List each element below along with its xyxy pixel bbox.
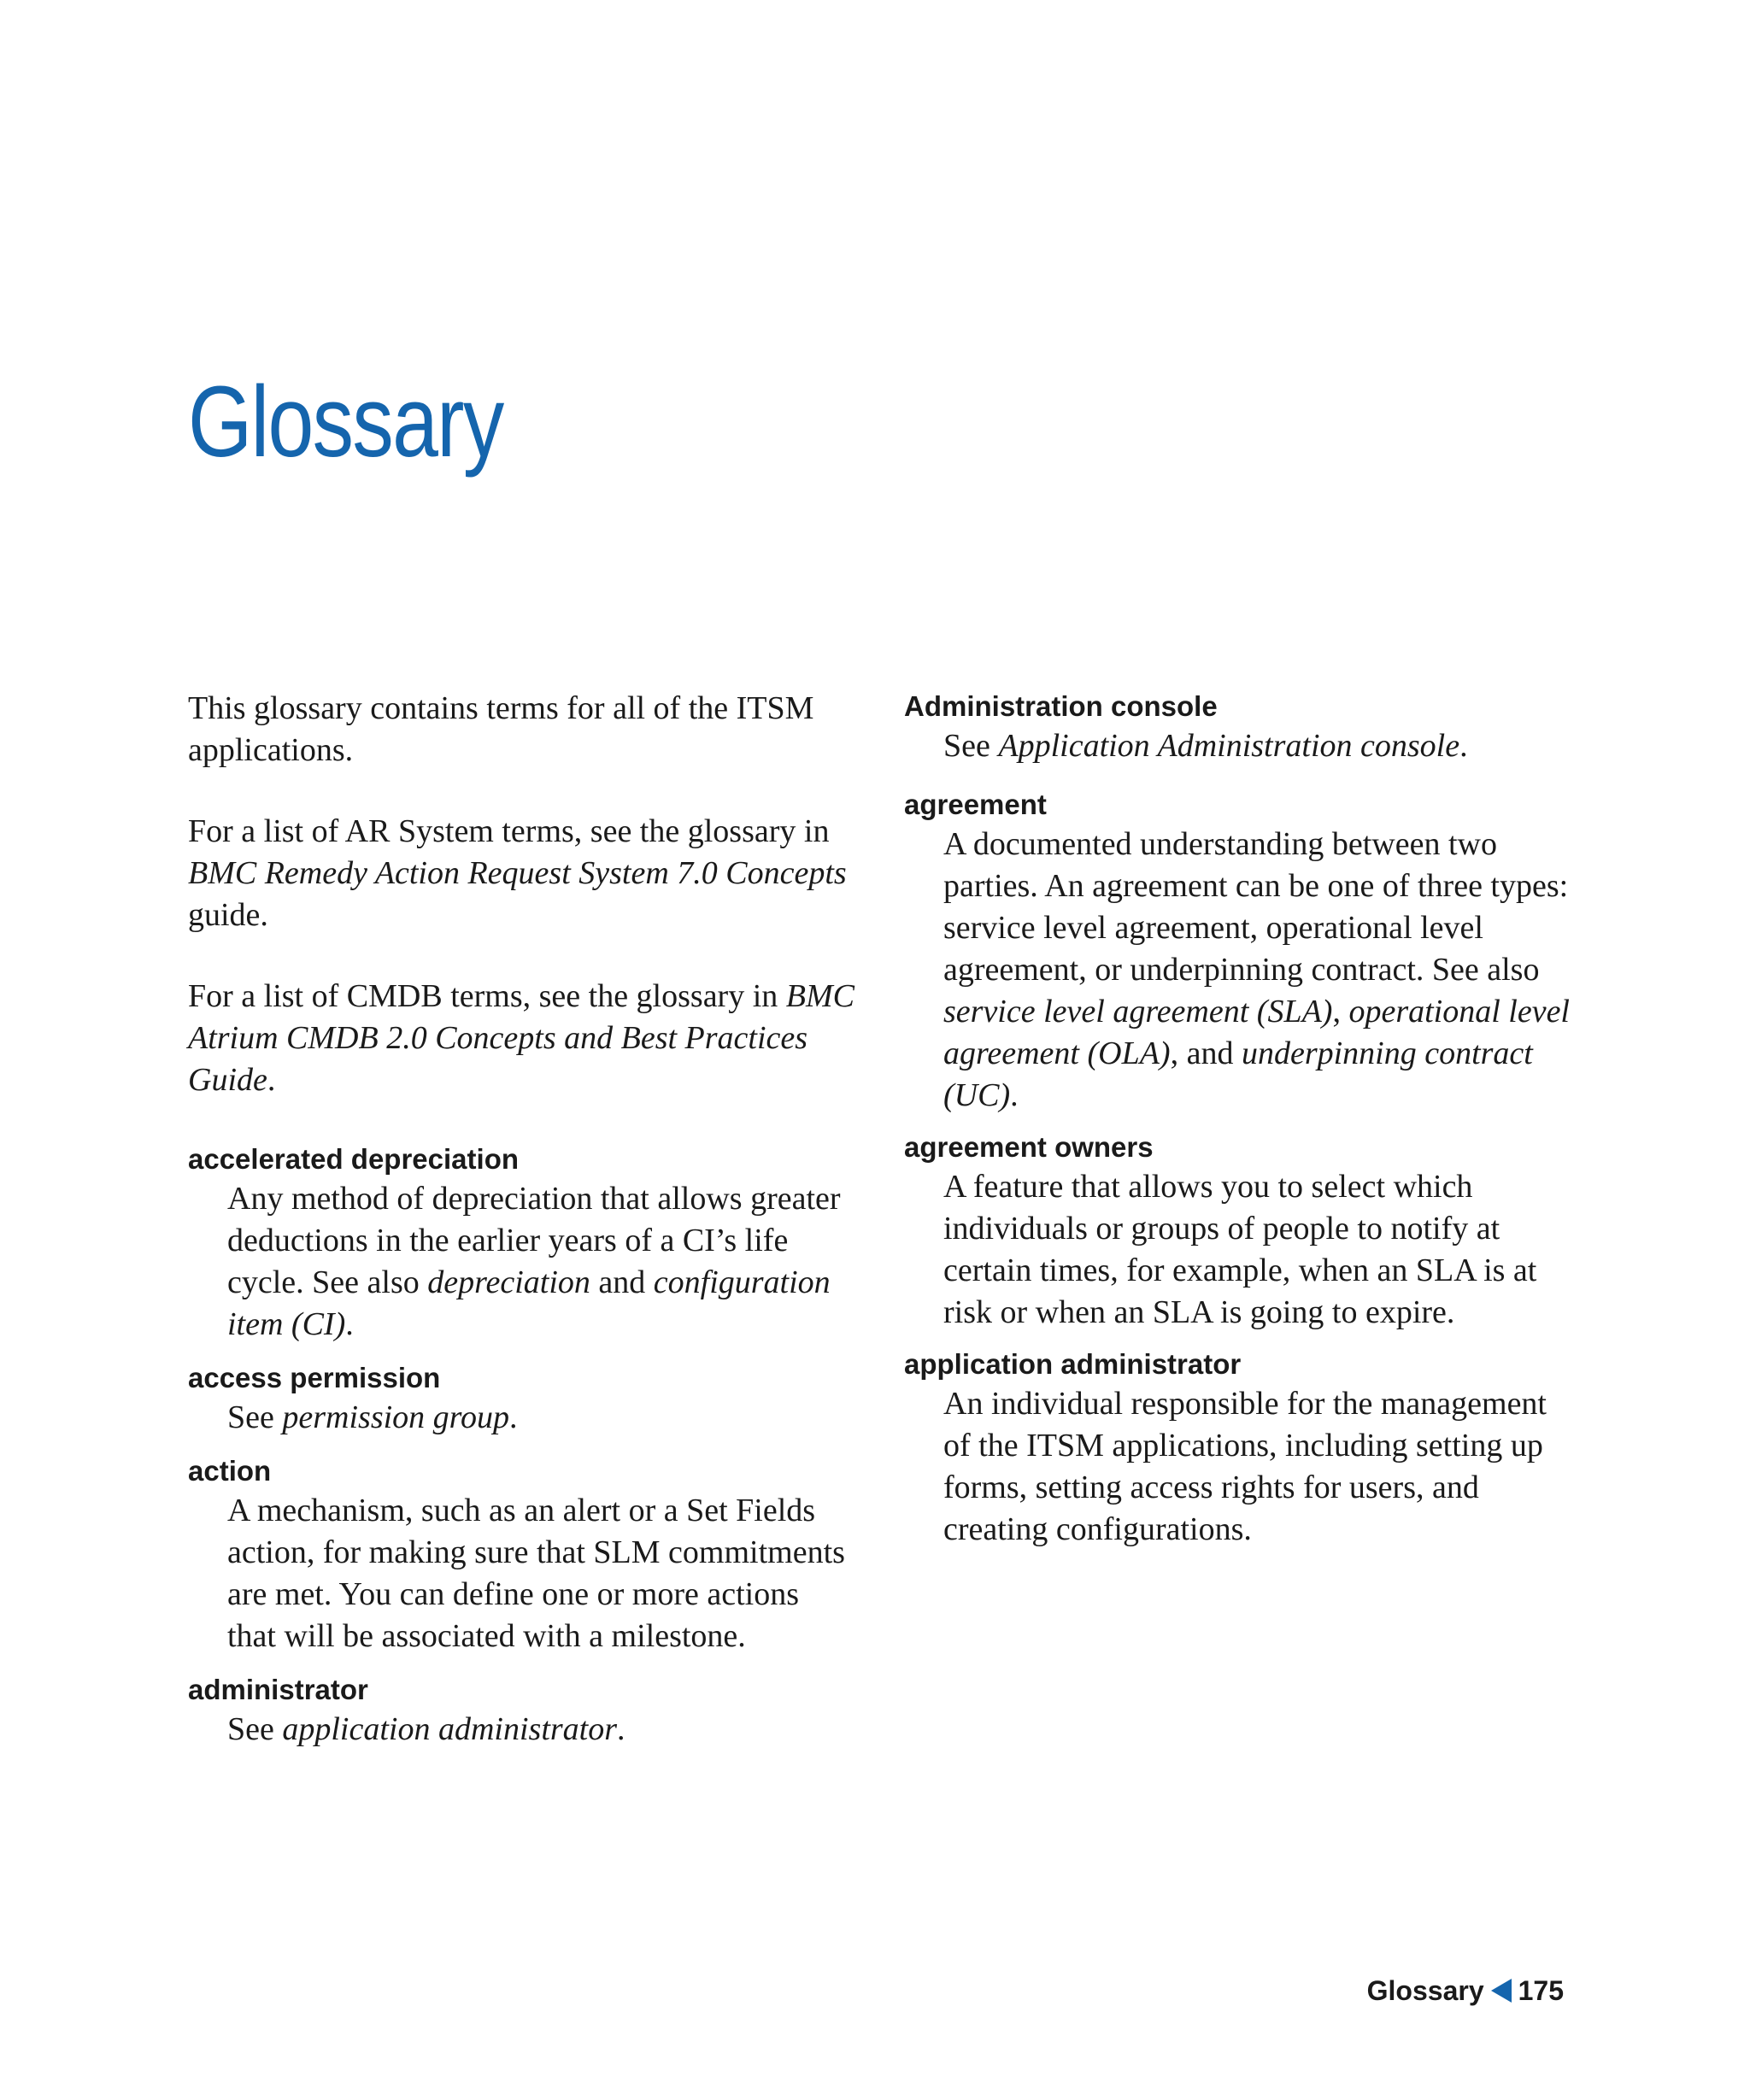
glossary-definition [188, 1709, 854, 1751]
intro-paragraph-2 [188, 811, 854, 936]
cross-reference-configuration-item: configuration item (CI) [227, 1264, 831, 1342]
glossary-term: Administration console [904, 690, 1218, 722]
intro-paragraph-1: This glossary contains terms for all of the ITSM applications. [188, 690, 814, 768]
glossary-term: agreement owners [904, 1131, 1154, 1163]
glossary-entry-agreement [904, 786, 1571, 1117]
intro-paragraph-3 [188, 976, 854, 1101]
definition-text: , and [1170, 1035, 1242, 1071]
glossary-term: application administrator [904, 1348, 1242, 1380]
intro-p3-text-b: . [267, 1062, 276, 1098]
cross-reference-permission-group: permission group [282, 1399, 510, 1435]
cross-reference-uc: underpinning contract (UC) [943, 1035, 1533, 1113]
glossary-term: agreement [904, 789, 1047, 820]
page-footer [1367, 1974, 1564, 2008]
glossary-entry-administrator [188, 1671, 854, 1751]
triangle-left-icon [1491, 1979, 1512, 2003]
intro-p2-text-b: guide. [188, 897, 268, 933]
intro-p2-book-title: BMC Remedy Action Request System 7.0 Concepts [188, 855, 847, 891]
footer-section-name: Glossary [1366, 1975, 1484, 2006]
left-column [188, 688, 854, 1764]
definition-text: , [1332, 994, 1349, 1029]
glossary-entry-agreement-owners [904, 1129, 1571, 1334]
glossary-definition [188, 1178, 854, 1346]
definition-text: and [590, 1264, 654, 1300]
glossary-definition [904, 824, 1571, 1117]
cross-reference-application-administrator: application administrator [282, 1711, 618, 1747]
definition-text: See [227, 1711, 283, 1747]
glossary-definition: A mechanism, such as an alert or a Set Fields action, for making sure that SLM commitments are met. You can define one or more actions that will be associated with a milestone. [227, 1493, 845, 1654]
page-number: 175 [1518, 1975, 1564, 2006]
glossary-entry-application-administrator [904, 1346, 1571, 1551]
intro-p2-text-a: For a list of AR System terms, see the glossary in [188, 813, 830, 849]
glossary-entry-action [188, 1452, 854, 1657]
cross-reference-depreciation: depreciation [427, 1264, 590, 1300]
cross-reference-sla: service level agreement (SLA) [943, 994, 1333, 1029]
definition-text: . [345, 1306, 354, 1342]
glossary-entry-administration-console [904, 688, 1571, 767]
glossary-definition: A feature that allows you to select which individuals or groups of people to notify at certain times, for example, when an SLA is at risk or when an SLA is going to expire. [943, 1169, 1537, 1330]
glossary-term: action [188, 1455, 272, 1487]
glossary-entry-access-permission [188, 1359, 854, 1439]
definition-text: . [509, 1399, 518, 1435]
definition-text: . [617, 1711, 625, 1747]
glossary-definition [188, 1397, 854, 1439]
glossary-term: access permission [188, 1362, 441, 1393]
intro-p3-text-a: For a list of CMDB terms, see the glossary in [188, 978, 786, 1014]
glossary-definition: An individual responsible for the management of the ITSM applications, including setting up forms, setting access rights for users, and creating configurations. [943, 1386, 1547, 1547]
definition-text: Any method of depreciation that allows greater deductions in the earlier years of a CI’s life cycle. See also [227, 1181, 841, 1300]
page-title: Glossary [188, 366, 503, 478]
definition-text: See [943, 728, 999, 764]
cross-reference-application-administration-console: Application Administration console [998, 728, 1460, 764]
glossary-entry-accelerated-depreciation [188, 1141, 854, 1346]
intro-p3-book-title: BMC Atrium CMDB 2.0 Concepts and Best Practices Guide [188, 978, 854, 1098]
glossary-term: accelerated depreciation [188, 1143, 520, 1175]
glossary-definition [904, 725, 1571, 767]
definition-text: A documented understanding between two parties. An agreement can be one of three types: service level agreement, operational level agreement, or underpinning contract. See also [943, 826, 1569, 988]
cross-reference-ola: operational level agreement (OLA) [943, 994, 1570, 1071]
definition-text: . [1010, 1077, 1019, 1113]
definition-text: See [227, 1399, 283, 1435]
glossary-term: administrator [188, 1674, 368, 1705]
definition-text: . [1459, 728, 1468, 764]
right-column [904, 688, 1571, 1563]
